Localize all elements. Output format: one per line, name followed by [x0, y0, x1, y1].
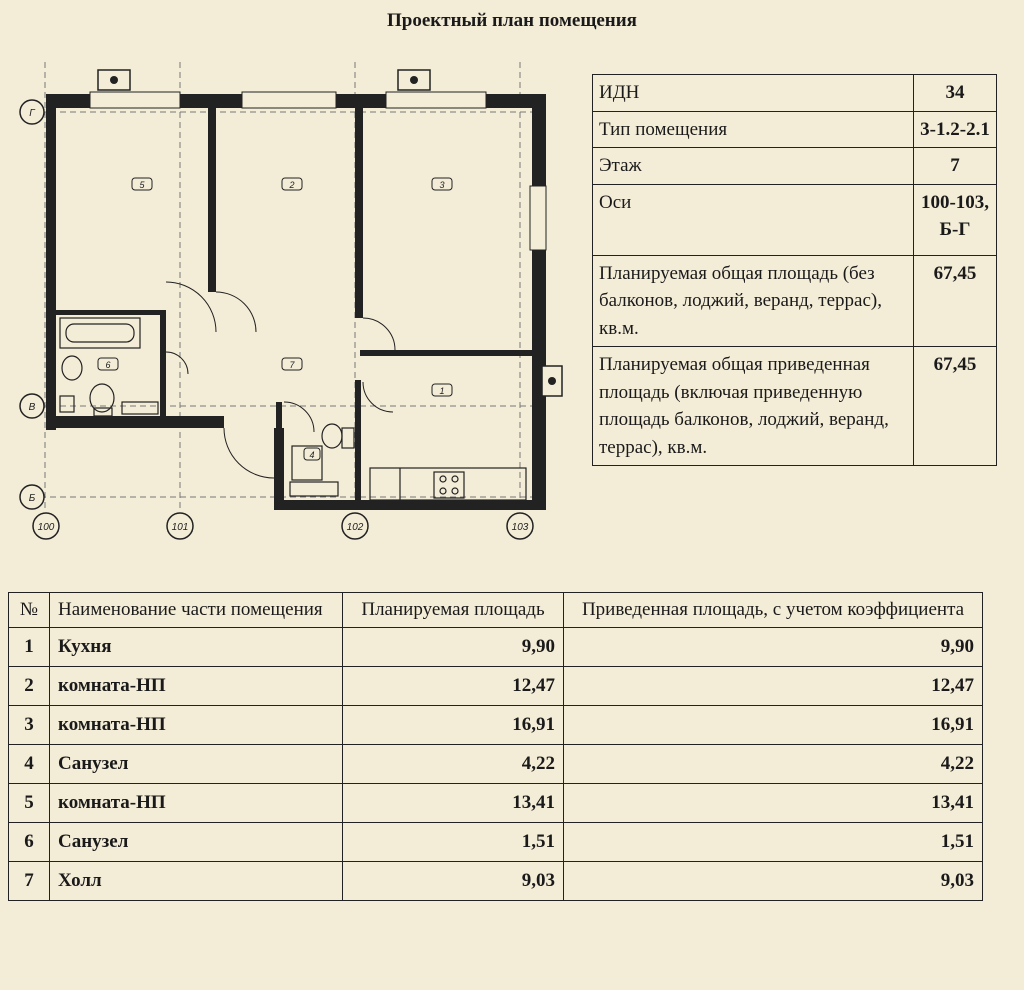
cell-reduced: 16,91 — [564, 705, 983, 744]
cell-name: Санузел — [50, 822, 343, 861]
info-label: Планируемая общая приведенная площадь (включая приведенную площадь балконов, лоджий, веранд, террас), кв.м. — [593, 347, 914, 466]
info-value: 67,45 — [914, 347, 997, 466]
table-row — [9, 822, 983, 861]
info-value: 7 — [914, 148, 997, 185]
axis-label-100: 100 — [37, 522, 55, 533]
floor-plan — [10, 62, 570, 552]
info-row — [593, 184, 997, 255]
info-label: Планируемая общая площадь (без балконов, лоджий, веранд, террас), кв.м. — [593, 255, 914, 347]
table-row — [9, 627, 983, 666]
cell-no: 6 — [9, 822, 50, 861]
info-row — [593, 75, 997, 112]
rooms-table — [8, 592, 983, 901]
apartment-info-table — [592, 74, 997, 466]
page-title: Проектный план помещения — [387, 10, 637, 31]
info-value: 100-103, Б-Г — [914, 184, 997, 255]
room-tag-2: 2 — [289, 180, 295, 190]
cell-no: 1 — [9, 627, 50, 666]
cell-no: 5 — [9, 783, 50, 822]
rooms-header-row — [9, 593, 983, 628]
axis-label-103: 103 — [511, 522, 529, 533]
cell-area: 1,51 — [343, 822, 564, 861]
cell-reduced: 1,51 — [564, 822, 983, 861]
header-reduced: Приведенная площадь, с учетом коэффициента — [564, 593, 983, 628]
cell-no: 7 — [9, 861, 50, 900]
info-label: Этаж — [593, 148, 914, 185]
table-row — [9, 783, 983, 822]
cell-reduced: 13,41 — [564, 783, 983, 822]
cell-area: 9,03 — [343, 861, 564, 900]
info-value: 34 — [914, 75, 997, 112]
cell-reduced: 9,03 — [564, 861, 983, 900]
axis-label-101: 101 — [171, 522, 189, 533]
cell-name: комната-НП — [50, 705, 343, 744]
room-tag-5: 5 — [139, 180, 145, 190]
room-tag-6: 6 — [105, 360, 111, 370]
axis-label-g: Г — [29, 108, 35, 119]
info-row — [593, 111, 997, 148]
info-value: 3-1.2-2.1 — [914, 111, 997, 148]
cell-name: Холл — [50, 861, 343, 900]
room-tag-7: 7 — [289, 360, 295, 370]
room-tag-3: 3 — [439, 180, 445, 190]
cell-area: 16,91 — [343, 705, 564, 744]
header-area: Планируемая площадь — [343, 593, 564, 628]
info-row — [593, 347, 997, 466]
cell-name: Кухня — [50, 627, 343, 666]
cell-area: 12,47 — [343, 666, 564, 705]
info-row — [593, 148, 997, 185]
table-row — [9, 861, 983, 900]
header-no: № — [9, 593, 50, 628]
header-name: Наименование части помещения — [50, 593, 343, 628]
cell-area: 13,41 — [343, 783, 564, 822]
info-row — [593, 255, 997, 347]
cell-area: 4,22 — [343, 744, 564, 783]
cell-name: Санузел — [50, 744, 343, 783]
info-label: Тип помещения — [593, 111, 914, 148]
info-label: Оси — [593, 184, 914, 255]
room-tag-1: 1 — [439, 386, 445, 396]
cell-reduced: 9,90 — [564, 627, 983, 666]
cell-name: комната-НП — [50, 783, 343, 822]
axis-label-102: 102 — [346, 522, 364, 533]
cell-reduced: 12,47 — [564, 666, 983, 705]
cell-name: комната-НП — [50, 666, 343, 705]
table-row — [9, 705, 983, 744]
table-row — [9, 744, 983, 783]
cell-no: 3 — [9, 705, 50, 744]
table-row — [9, 666, 983, 705]
axis-label-b: Б — [28, 493, 36, 504]
cell-no: 4 — [9, 744, 50, 783]
cell-no: 2 — [9, 666, 50, 705]
cell-area: 9,90 — [343, 627, 564, 666]
info-label: ИДН — [593, 75, 914, 112]
axis-label-v: В — [28, 402, 36, 413]
room-tag-4: 4 — [309, 450, 315, 460]
cell-reduced: 4,22 — [564, 744, 983, 783]
info-value: 67,45 — [914, 255, 997, 347]
